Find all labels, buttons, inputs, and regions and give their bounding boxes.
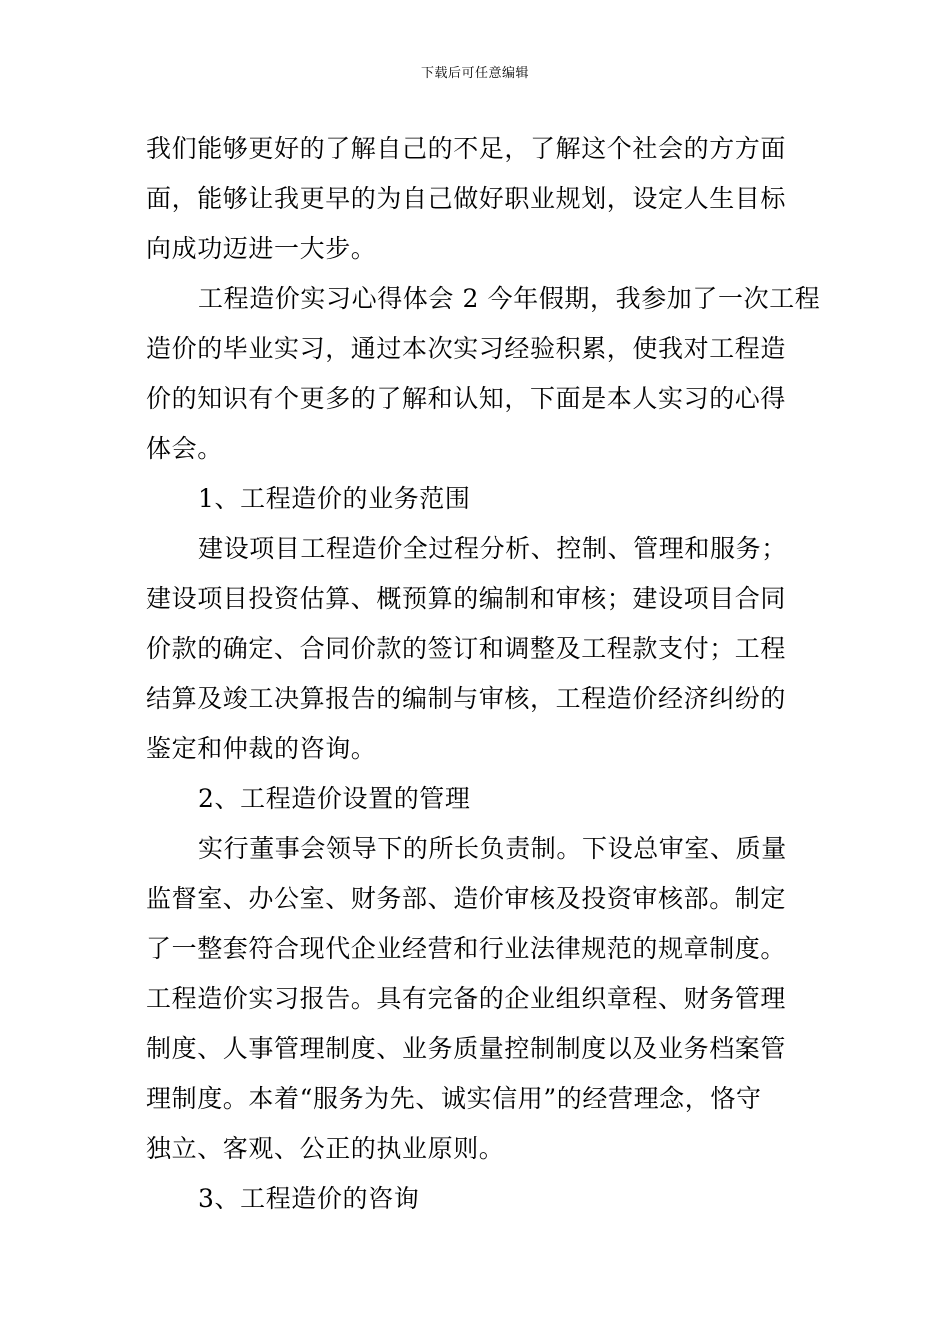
page-header: 下载后可任意编辑 — [420, 66, 529, 81]
text-line: 面，能够让我更早的为自己做好职业规划，设定人生目标 — [146, 184, 787, 213]
text-line: 向成功迈进一大步。 — [146, 234, 377, 263]
text-line: 我们能够更好的了解自己的不足，了解这个社会的方方面 — [146, 134, 787, 163]
text-line: 3、工程造价的咨询 — [198, 1184, 420, 1213]
text-line: 了一整套符合现代企业经营和行业法律规范的规章制度。 — [146, 934, 787, 963]
text-line: 2、工程造价设置的管理 — [198, 784, 471, 813]
text-line: 体会。 — [146, 434, 223, 463]
text-line: 价款的确定、合同价款的签订和调整及工程款支付；工程 — [146, 634, 787, 663]
text-line: 建设项目投资估算、概预算的编制和审核；建设项目合同 — [146, 584, 787, 613]
text-line: 价的知识有个更多的了解和认知，下面是本人实习的心得 — [146, 384, 787, 413]
text-line: 结算及竣工决算报告的编制与审核，工程造价经济纠纷的 — [146, 684, 787, 713]
text-line: 监督室、办公室、财务部、造价审核及投资审核部。制定 — [146, 884, 787, 913]
text-line: 建设项目工程造价全过程分析、控制、管理和服务； — [198, 534, 787, 563]
text-line: 工程造价实习报告。具有完备的企业组织章程、财务管理 — [146, 984, 787, 1013]
text-line: 1、工程造价的业务范围 — [198, 484, 471, 513]
text-line: 理制度。本着“服务为先、诚实信用”的经营理念，恪守 — [146, 1084, 762, 1113]
text-line: 实行董事会领导下的所长负责制。下设总审室、质量 — [198, 834, 787, 863]
text-line: 独立、客观、公正的执业原则。 — [146, 1134, 505, 1163]
text-line: 鉴定和仲裁的咨询。 — [146, 734, 377, 763]
text-line: 工程造价实习心得体会 2 今年假期，我参加了一次工程 — [198, 284, 821, 313]
text-line: 造价的毕业实习，通过本次实习经验积累，使我对工程造 — [146, 334, 787, 363]
text-line: 制度、人事管理制度、业务质量控制制度以及业务档案管 — [146, 1034, 787, 1063]
document-body — [146, 124, 821, 1224]
